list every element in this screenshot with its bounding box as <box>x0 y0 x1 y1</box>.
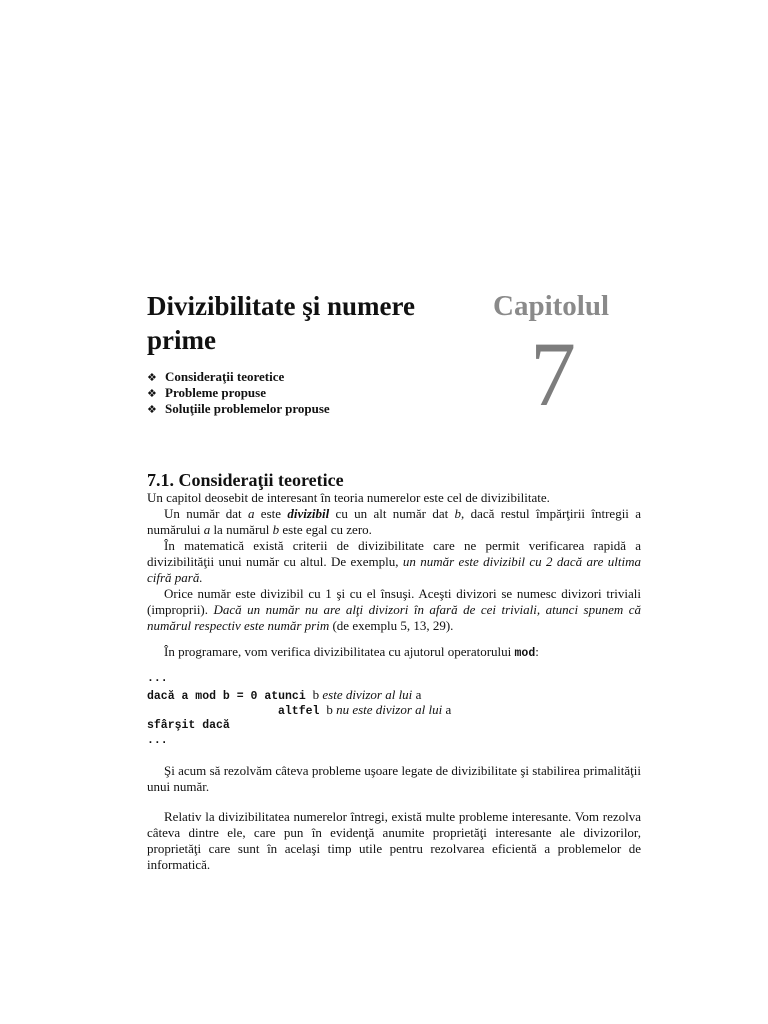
diamond-bullet-icon: ❖ <box>147 371 157 384</box>
code-line-end: sfârşit dacă <box>147 718 230 732</box>
paragraph-divisor-properties: Relativ la divizibilitatea numerelor întregi, există multe probleme interesante. Vom rezolva câteva dintre ele, care pun în evidenţă anumite proprietăţi interesante ale divizorilor, proprietăţi care sunt în acelaşi timp utile pentru rezolvarea eficientă a problemelor de informatică. <box>147 809 641 872</box>
chapter-contents <box>147 369 330 417</box>
paragraph-intro: Un capitol deosebit de interesant în teoria numerelor este cel de divizibilitate. <box>147 490 550 505</box>
section-body-top <box>147 490 641 634</box>
toc-item-label: Consideraţii teoretice <box>165 369 285 384</box>
defined-term: divizibil <box>287 506 330 521</box>
toc-item-label: Soluţiile problemelor propuse <box>165 401 330 416</box>
section-heading: 7.1. Consideraţii teoretice <box>147 470 344 490</box>
paragraph-prime: Orice număr este divizibil cu 1 şi cu el însuşi. Aceşti divizori se numesc divizori triviali (improprii). Dacă un număr nu are alţi divizori în afară de cei triviali, atunci spunem că numărul respectiv este număr prim (de exemplu 5, 13, 29). <box>147 586 641 633</box>
code-line-else: altfel b nu este divizor al lui a <box>278 702 452 718</box>
toc-item <box>147 369 330 385</box>
chapter-number: 7 <box>530 323 576 425</box>
paragraph-programming: În programare, vom verifica divizibilitatea cu ajutorul operatorului mod: <box>164 644 539 660</box>
toc-item <box>147 401 330 417</box>
pseudocode-block <box>147 671 451 749</box>
toc-item <box>147 385 330 401</box>
chapter-title: Divizibilitate şi numere prime <box>147 291 415 355</box>
diamond-bullet-icon: ❖ <box>147 403 157 416</box>
paragraph-definition: Un număr dat a este divizibil cu un alt număr dat b, dacă restul împărţirii întregii a numărului a la numărul b este egal cu zero. <box>147 506 642 537</box>
code-ellipsis: ... <box>147 672 168 685</box>
paragraph-criteria: În matematică există criterii de divizibilitate care ne permit verificarea rapidă a divizibilităţii unui număr cu altul. De exemplu, un număr este divizibil cu 2 dacă are ultima cifră pară. <box>147 538 641 585</box>
code-line-if: dacă a mod b = 0 atunci b este divizor al lui a <box>147 686 422 703</box>
operator-mod: mod <box>514 647 536 660</box>
chapter-label: Capitolul <box>493 290 610 322</box>
toc-item-label: Probleme propuse <box>165 385 266 400</box>
diamond-bullet-icon: ❖ <box>147 387 157 400</box>
paragraph-problems-intro: Şi acum să rezolvăm câteva probleme uşoare legate de divizibilitate şi stabilirea primalităţii unui număr. <box>147 763 641 794</box>
code-ellipsis: ... <box>147 734 168 747</box>
